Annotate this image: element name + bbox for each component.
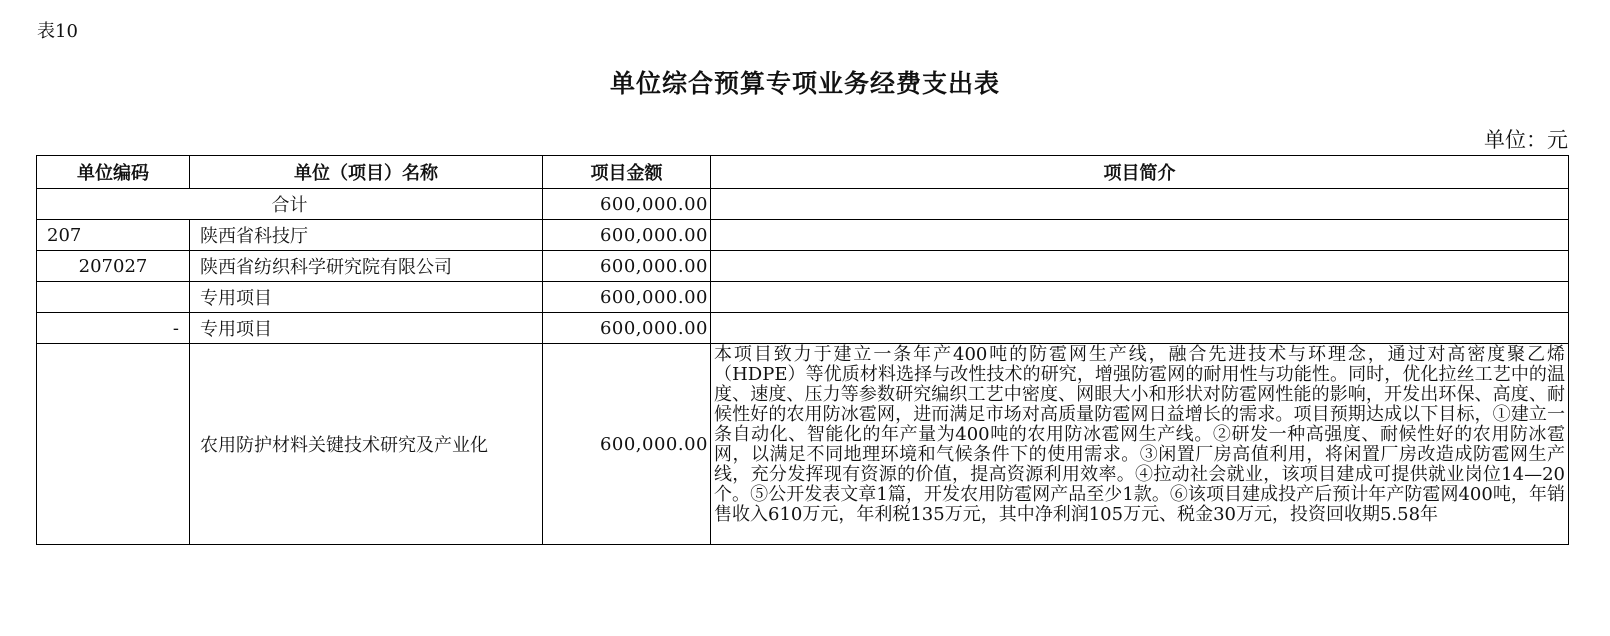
project-amount: 600,000.00 xyxy=(543,313,711,344)
project-amount: 600,000.00 xyxy=(543,344,711,545)
unit-code: 207027 xyxy=(37,251,190,282)
project-desc xyxy=(711,220,1569,251)
table-number: 表10 xyxy=(37,21,78,42)
project-amount: 600,000.00 xyxy=(543,220,711,251)
unit-code: - xyxy=(37,313,190,344)
unit-name: 陕西省纺织科学研究院有限公司 xyxy=(190,251,543,282)
unit-code: 207 xyxy=(37,220,190,251)
table-row-project xyxy=(37,344,1569,545)
unit-label: 单位：元 xyxy=(1484,128,1568,152)
unit-name: 陕西省科技厅 xyxy=(190,220,543,251)
unit-name: 专用项目 xyxy=(190,313,543,344)
total-label: 合计 xyxy=(37,189,543,220)
project-amount: 600,000.00 xyxy=(543,251,711,282)
page-title: 单位综合预算专项业务经费支出表 xyxy=(609,69,1000,98)
total-amount: 600,000.00 xyxy=(543,189,711,220)
unit-code xyxy=(37,282,190,313)
project-desc xyxy=(711,251,1569,282)
table-row xyxy=(37,220,1569,251)
project-desc xyxy=(711,313,1569,344)
header-amount: 项目金额 xyxy=(543,156,711,189)
budget-table xyxy=(36,155,1569,545)
table-row-total xyxy=(37,189,1569,220)
project-amount: 600,000.00 xyxy=(543,282,711,313)
table-header-row xyxy=(37,156,1569,189)
header-code: 单位编码 xyxy=(37,156,190,189)
header-name: 单位（项目）名称 xyxy=(190,156,543,189)
unit-name: 专用项目 xyxy=(190,282,543,313)
table-row xyxy=(37,251,1569,282)
unit-name: 农用防护材料关键技术研究及产业化 xyxy=(190,344,543,545)
project-desc xyxy=(711,282,1569,313)
table-row xyxy=(37,313,1569,344)
header-desc: 项目简介 xyxy=(711,156,1569,189)
table-row xyxy=(37,282,1569,313)
project-desc: 本项目致力于建立一条年产400吨的防雹网生产线，融合先进技术与环理念，通过对高密度聚乙烯（HDPE）等优质材料选择与改性技术的研究，增强防雹网的耐用性与功能性。同时，优化拉丝工艺中的温度、速度、压力等参数研究编织工艺中密度、网眼大小和形状对防雹网性能的影响，开发出环保、高度、耐候性好的农用防冰雹网，进而满足市场对高质量防雹网日益增长的需求。项目预期达成以下目标，①建立一条自动化、智能化的年产量为400吨的农用防冰雹网生产线。②研发一种高强度、耐候性好的农用防冰雹网，以满足不同地理环境和气候条件下的使用需求。③闲置厂房高值利用，将闲置厂房改造成防雹网生产线，充分发挥现有资源的价值，提高资源利用效率。④拉动社会就业，该项目建成可提供就业岗位14—20个。⑤公开发表文章1篇，开发农用防雹网产品至少1款。⑥该项目建成投产后预计年产防雹网400吨，年销售收入610万元，年利税135万元，其中净利润105万元、税金30万元，投资回收期5.58年 xyxy=(711,344,1569,545)
unit-code xyxy=(37,344,190,545)
total-desc xyxy=(711,189,1569,220)
